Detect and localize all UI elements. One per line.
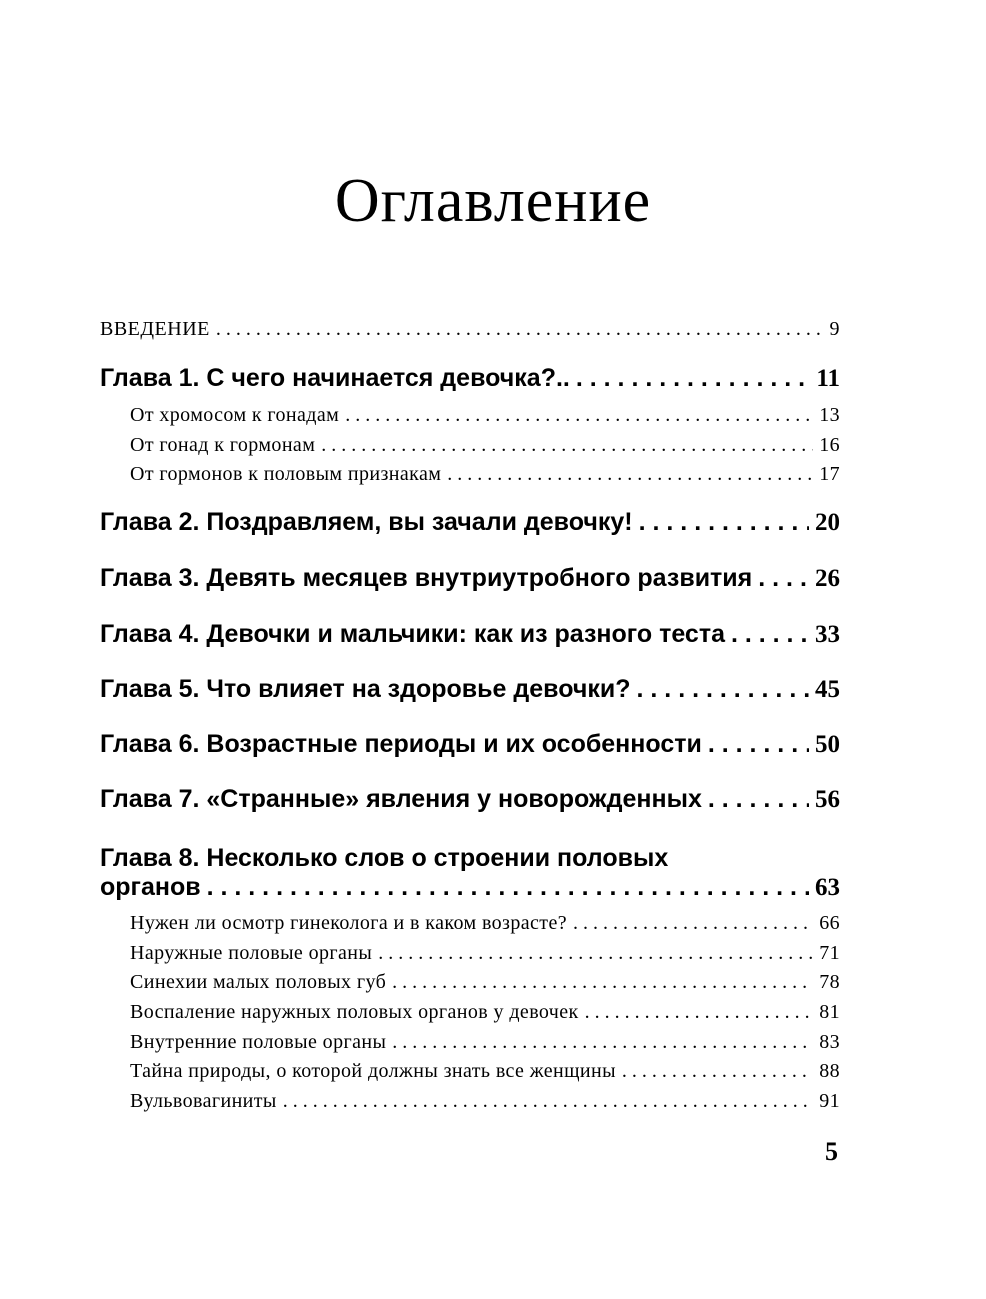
toc-chapter-label: Глава 2. Поздравляем, вы зачали девочку! [100,508,633,536]
toc-section[interactable] [130,1060,840,1083]
toc-chapter-label: Глава 7. «Странные» явления у новорожденных [100,785,702,813]
toc-entry-page: 9 [829,318,840,340]
toc-section[interactable] [130,404,840,427]
toc-section[interactable] [130,1090,840,1113]
toc-chapter-3[interactable] [100,564,840,593]
toc-entry-label: ВВЕДЕНИЕ [100,318,210,340]
dot-leader [731,620,809,649]
toc-chapter-7[interactable] [100,785,840,814]
toc-section-label: Синехии малых половых губ [130,971,387,993]
dot-leader [637,675,809,704]
toc-chapter-8-line-1[interactable]: Глава 8. Несколько слов о строении половых [100,844,669,872]
dot-leader [447,463,813,486]
toc-chapter-page: 11 [816,365,840,392]
dot-leader [585,1001,814,1024]
dot-leader [345,404,813,427]
toc-chapter-page: 20 [815,509,840,536]
toc-chapter-page: 50 [815,731,840,758]
toc-chapter-label: Глава 1. С чего начинается девочка?.. [100,364,570,392]
dot-leader [207,873,809,902]
toc-section-page: 16 [819,434,840,456]
toc-section-label: Воспаление наружных половых органов у девочек [130,1001,579,1023]
toc-chapter-page: 26 [815,565,840,592]
dot-leader [216,318,824,341]
toc-section-label: Тайна природы, о которой должны знать все женщины [130,1060,616,1082]
toc-section-page: 81 [819,1001,840,1023]
toc-section-label: Наружные половые органы [130,942,373,964]
toc-section-page: 71 [819,942,840,964]
toc-section-page: 91 [819,1090,840,1112]
toc-section-page: 13 [819,404,840,426]
toc-chapter-label: Глава 5. Что влияет на здоровье девочки? [100,675,631,703]
toc-section-label: От хромосом к гонадам [130,404,340,426]
dot-leader [639,508,809,537]
toc-chapter-4[interactable] [100,620,840,649]
dot-leader [708,785,809,814]
dot-leader [392,1031,813,1054]
toc-chapter-2[interactable] [100,508,840,537]
toc-chapter-page: 63 [815,874,840,901]
toc-section-label: От гонад к гормонам [130,434,316,456]
toc-section-page: 17 [819,463,840,485]
toc-section-label: Вульвовагиниты [130,1090,277,1112]
dot-leader [708,730,809,759]
page-title: Оглавление [334,166,652,235]
toc-chapter-page: 45 [815,676,840,703]
toc-section-label: Внутренние половые органы [130,1031,387,1053]
toc-section[interactable] [130,1001,840,1024]
toc-section[interactable] [130,1031,840,1054]
toc-section-page: 78 [819,971,840,993]
dot-leader [622,1060,813,1083]
page-number: 5 [825,1137,838,1166]
dot-leader [321,434,813,457]
toc-section-page: 66 [819,912,840,934]
toc-section-page: 88 [819,1060,840,1082]
toc-section-page: 83 [819,1031,840,1053]
toc-chapter-5[interactable] [100,675,840,704]
toc-chapter-label: органов [100,873,201,901]
toc-section-label: Нужен ли осмотр гинеколога и в каком возрасте? [130,912,568,934]
dot-leader [283,1090,813,1113]
toc-section[interactable] [130,942,840,965]
toc-section[interactable] [130,971,840,994]
toc-chapter-1[interactable] [100,364,840,393]
dot-leader [758,564,809,593]
toc-section[interactable] [130,463,840,486]
toc-chapter-label: Глава 3. Девять месяцев внутриутробного развития [100,564,753,592]
toc-entry-intro[interactable] [100,318,840,341]
toc-section-label: От гормонов к половым признакам [130,463,442,485]
dot-leader [576,364,811,393]
dot-leader [573,912,813,935]
toc-chapter-8[interactable] [100,873,840,902]
toc-section[interactable] [130,434,840,457]
toc-section[interactable] [130,912,840,935]
dot-leader [392,971,813,994]
dot-leader [378,942,813,965]
toc-chapter-label: Глава 6. Возрастные периоды и их особенности [100,730,702,758]
toc-chapter-6[interactable] [100,730,840,759]
toc-chapter-page: 33 [815,621,840,648]
toc-chapter-label: Глава 4. Девочки и мальчики: как из разного теста [100,620,725,648]
toc-chapter-page: 56 [815,786,840,813]
